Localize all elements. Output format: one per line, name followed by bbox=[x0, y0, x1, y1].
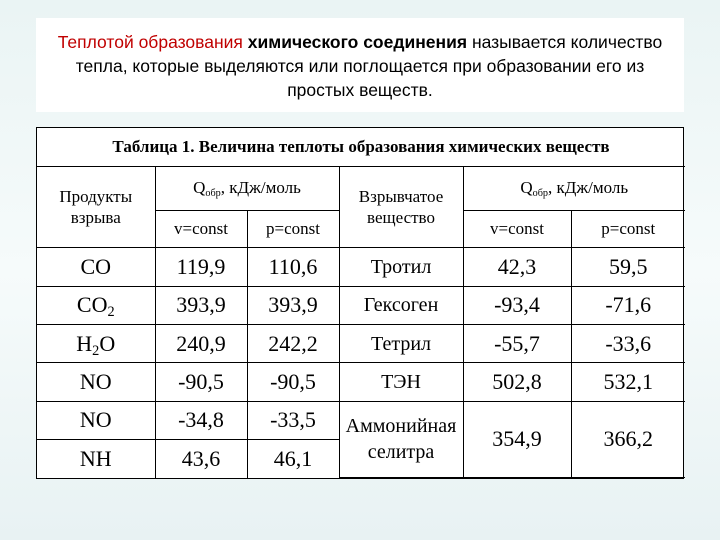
product-formula: NH bbox=[37, 440, 155, 478]
header-v-const-right: v=const bbox=[463, 210, 571, 247]
product-v-value: 119,9 bbox=[155, 248, 247, 286]
product-p-value: -90,5 bbox=[247, 363, 339, 401]
explosive-p-value: 366,2 bbox=[571, 401, 685, 477]
explosive-p-value: -71,6 bbox=[571, 286, 685, 324]
explosive-name: Гексоген bbox=[339, 286, 463, 324]
product-v-value: 43,6 bbox=[155, 440, 247, 478]
header-q-left: Qобр, кДж/моль bbox=[155, 167, 339, 210]
table-caption: Таблица 1. Величина теплоты образования химических веществ bbox=[37, 128, 685, 167]
product-v-value: -90,5 bbox=[155, 363, 247, 401]
product-v-value: 240,9 bbox=[155, 324, 247, 362]
table-row bbox=[37, 363, 685, 401]
header-v-const-left: v=const bbox=[155, 210, 247, 247]
header-p-const-left: p=const bbox=[247, 210, 339, 247]
header-explosive: Взрывчатое вещество bbox=[339, 167, 463, 248]
product-formula: $H_2O$ bbox=[37, 324, 155, 362]
explosive-v-value: -93,4 bbox=[463, 286, 571, 324]
table-row bbox=[37, 324, 685, 362]
product-p-value: -33,5 bbox=[247, 401, 339, 439]
explosive-v-value: 502,8 bbox=[463, 363, 571, 401]
explosive-v-value: 354,9 bbox=[463, 401, 571, 477]
heat-of-formation-table bbox=[36, 127, 684, 479]
definition-text: называется количество тепла, которые выделяются или поглощается при образовании его из простых веществ. bbox=[75, 32, 663, 100]
explosive-p-value: 59,5 bbox=[571, 248, 685, 286]
explosive-p-value: -33,6 bbox=[571, 324, 685, 362]
header-q-right: Qобр, кДж/моль bbox=[463, 167, 685, 210]
explosive-p-value: 532,1 bbox=[571, 363, 685, 401]
explosive-name: Аммонийная селитра bbox=[339, 401, 463, 477]
product-p-value: 242,2 bbox=[247, 324, 339, 362]
table-row bbox=[37, 248, 685, 286]
product-p-value: 46,1 bbox=[247, 440, 339, 478]
header-products: Продукты взрыва bbox=[37, 167, 155, 248]
product-v-value: -34,8 bbox=[155, 401, 247, 439]
product-formula: $CO_2$ bbox=[37, 286, 155, 324]
explosive-name: Тетрил bbox=[339, 324, 463, 362]
product-formula: NO bbox=[37, 363, 155, 401]
definition-box bbox=[36, 18, 684, 112]
header-p-const-right: p=const bbox=[571, 210, 685, 247]
product-p-value: 110,6 bbox=[247, 248, 339, 286]
product-formula: NO bbox=[37, 401, 155, 439]
explosive-v-value: -55,7 bbox=[463, 324, 571, 362]
product-formula: CO bbox=[37, 248, 155, 286]
definition-strong: химического соединения bbox=[242, 32, 468, 52]
product-p-value: 393,9 bbox=[247, 286, 339, 324]
product-v-value: 393,9 bbox=[155, 286, 247, 324]
explosive-name: ТЭН bbox=[339, 363, 463, 401]
table-row bbox=[37, 401, 685, 439]
table-row bbox=[37, 286, 685, 324]
definition-term: Теплотой образования bbox=[57, 32, 243, 52]
explosive-v-value: 42,3 bbox=[463, 248, 571, 286]
explosive-name: Тротил bbox=[339, 248, 463, 286]
